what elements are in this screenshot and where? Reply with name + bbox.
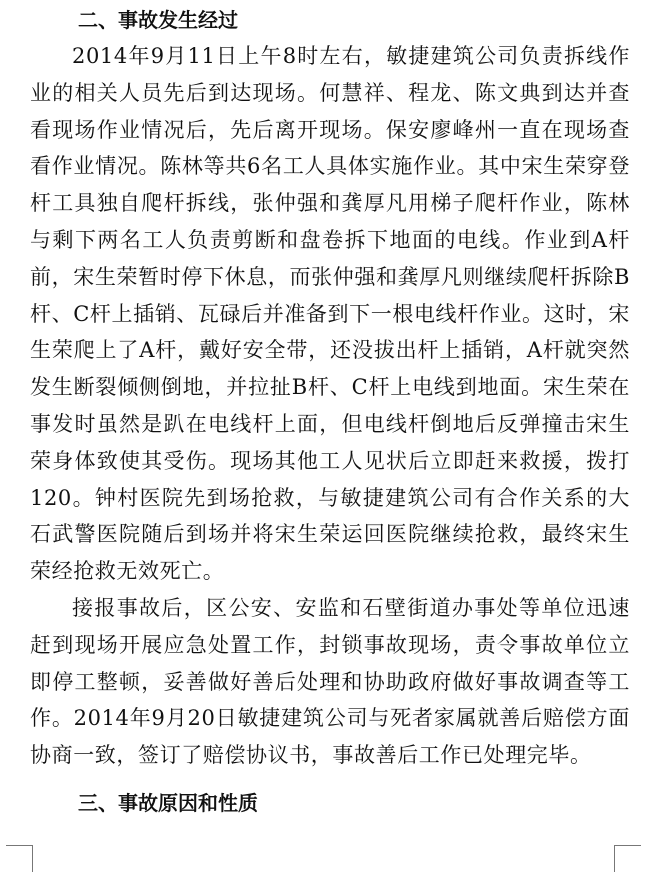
page-margin-corner-right	[614, 845, 641, 872]
page-margin-corner-left	[6, 845, 33, 872]
paragraph-aftermath: 接报事故后，区公安、安监和石壁街道办事处等单位迅速赶到现场开展应急处置工作，封锁事故现场，责令事故单位立即停工整顿，妥善做好善后处理和协助政府做好事故调查等工作。2014年9月20日敏捷建筑公司与死者家属就善后赔偿方面协商一致，签订了赔偿协议书，事故善后工作已处理完毕。	[30, 595, 630, 768]
section-heading-cause-nature: 三、事故原因和性质	[78, 791, 258, 815]
section-heading-accident-process: 二、事故发生经过	[78, 8, 238, 32]
document-body	[30, 2, 630, 774]
paragraph-accident-details: 2014年9月11日上午8时左右，敏捷建筑公司负责拆线作业的相关人员先后到达现场。何慧祥、程龙、陈文典到达并查看现场作业情况后，先后离开现场。保安廖峰州一直在现场查看作业情况。陈林等共6名工人具体实施作业。其中宋生荣穿登杆工具独自爬杆拆线，张仲强和龚厚凡用梯子爬杆作业，陈林与剩下两名工人负责剪断和盘卷拆下地面的电线。作业到A杆前，宋生荣暂时停下休息，而张仲强和龚厚凡则继续爬杆拆除B杆、C杆上插销、瓦碌后并准备到下一根电线杆作业。这时，宋生荣爬上了A杆，戴好安全带，还没拔出杆上插销，A杆就突然发生断裂倾侧倒地，并拉扯B杆、C杆上电线到地面。宋生荣在事发时虽然是趴在电线杆上面，但电线杆倒地后反弹撞击宋生荣身体致使其受伤。现场其他工人见状后立即赶来救援，拨打120。钟村医院先到场抢救，与敏捷建筑公司有合作关系的大石武警医院随后到场并将宋生荣运回医院继续抢救，最终宋生荣经抢救无效死亡。	[30, 44, 630, 584]
